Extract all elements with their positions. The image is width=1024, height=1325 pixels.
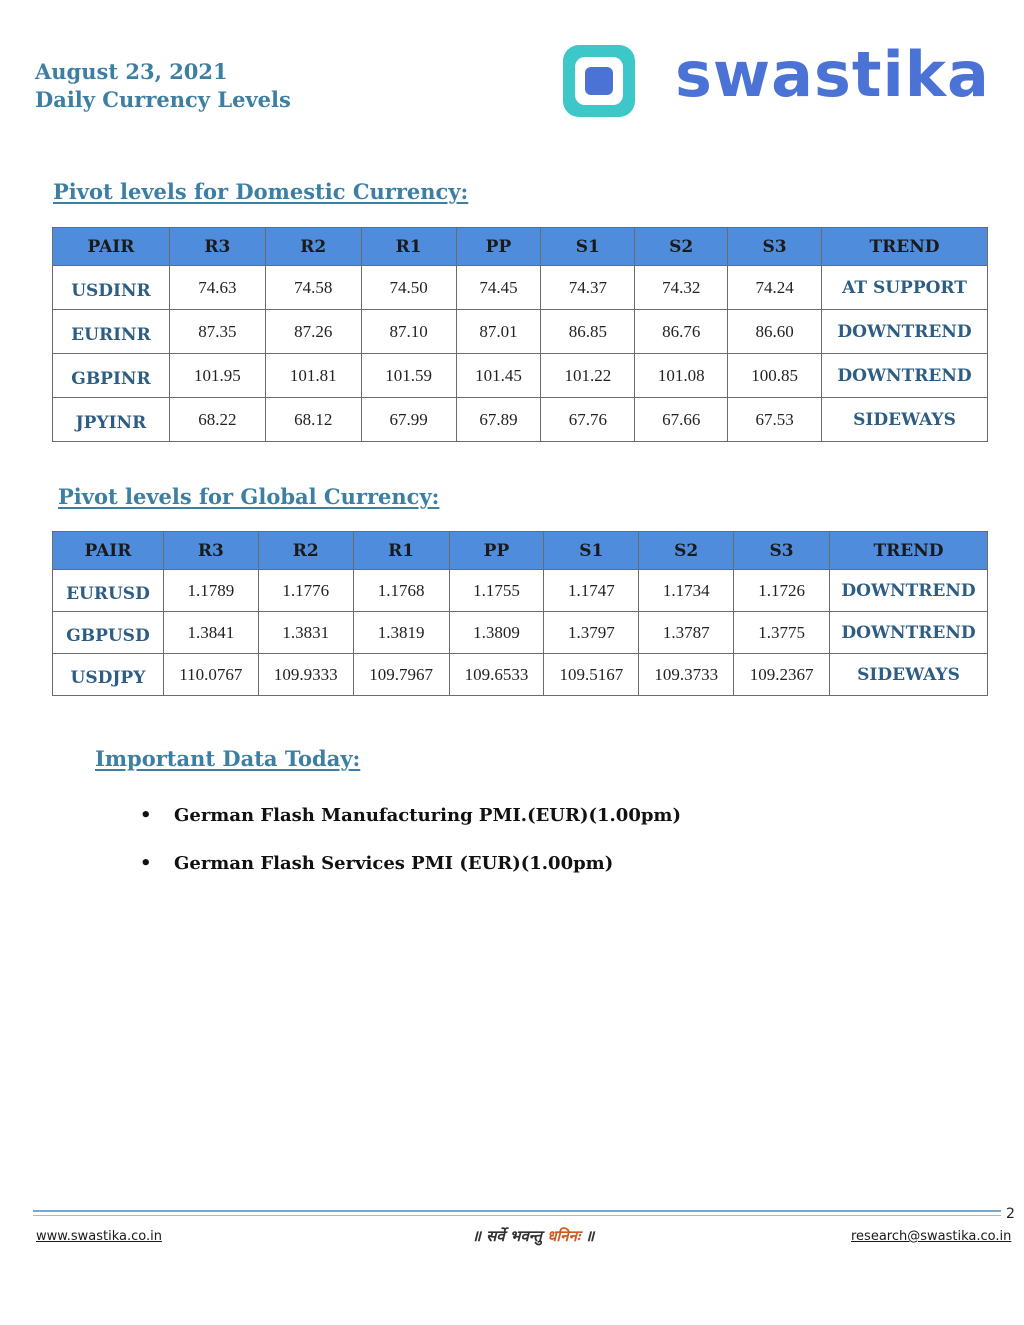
column-header-trend: TREND <box>822 228 988 266</box>
table-row <box>53 654 988 696</box>
swastika-logo <box>560 40 1000 120</box>
level-cell: 1.3831 <box>258 612 353 654</box>
global-section-title: Pivot levels for Global Currency: <box>58 484 440 509</box>
level-cell: 1.1747 <box>544 570 639 612</box>
level-cell: 67.53 <box>728 398 822 442</box>
report-subtitle: Daily Currency Levels <box>35 87 291 112</box>
level-cell: 101.22 <box>541 354 635 398</box>
logo-wordmark: swastika <box>675 38 990 111</box>
table-row <box>53 354 988 398</box>
table-row <box>53 266 988 310</box>
level-cell: 68.22 <box>169 398 265 442</box>
column-header-r1: R1 <box>361 228 456 266</box>
domestic-header-row <box>53 228 988 266</box>
pair-cell: USDJPY <box>53 654 164 696</box>
bullet-icon: • <box>140 853 152 874</box>
level-cell: 109.3733 <box>639 654 734 696</box>
level-cell: 109.7967 <box>353 654 449 696</box>
table-row <box>53 612 988 654</box>
pair-cell: EURINR <box>53 310 170 354</box>
global-header-row <box>53 532 988 570</box>
level-cell: 1.3775 <box>734 612 830 654</box>
level-cell: 87.26 <box>265 310 361 354</box>
trend-cell: DOWNTREND <box>830 570 988 612</box>
trend-cell: DOWNTREND <box>830 612 988 654</box>
table-row <box>53 570 988 612</box>
level-cell: 67.89 <box>456 398 541 442</box>
level-cell: 1.1776 <box>258 570 353 612</box>
level-cell: 1.3797 <box>544 612 639 654</box>
level-cell: 87.01 <box>456 310 541 354</box>
email-link[interactable]: research@swastika.co.in <box>851 1229 1012 1244</box>
domestic-section-title: Pivot levels for Domestic Currency: <box>53 179 469 204</box>
level-cell: 1.3841 <box>163 612 258 654</box>
level-cell: 1.1768 <box>353 570 449 612</box>
level-cell: 74.50 <box>361 266 456 310</box>
trend-cell: DOWNTREND <box>822 310 988 354</box>
column-header-s1: S1 <box>541 228 635 266</box>
level-cell: 74.63 <box>169 266 265 310</box>
trend-cell: SIDEWAYS <box>822 398 988 442</box>
column-header-s2: S2 <box>639 532 734 570</box>
column-header-pp: PP <box>456 228 541 266</box>
pair-cell: EURUSD <box>53 570 164 612</box>
level-cell: 110.0767 <box>163 654 258 696</box>
level-cell: 1.3787 <box>639 612 734 654</box>
table-row <box>53 398 988 442</box>
level-cell: 86.85 <box>541 310 635 354</box>
level-cell: 68.12 <box>265 398 361 442</box>
report-date: August 23, 2021 <box>35 59 228 84</box>
report-header <box>35 58 291 114</box>
level-cell: 1.1734 <box>639 570 734 612</box>
column-header-s3: S3 <box>728 228 822 266</box>
column-header-r1: R1 <box>353 532 449 570</box>
level-cell: 87.35 <box>169 310 265 354</box>
trend-cell: AT SUPPORT <box>822 266 988 310</box>
important-data-list <box>140 800 681 896</box>
pair-cell: GBPINR <box>53 354 170 398</box>
level-cell: 67.66 <box>635 398 728 442</box>
pair-cell: JPYINR <box>53 398 170 442</box>
level-cell: 101.81 <box>265 354 361 398</box>
footer-motto: ॥ सर्वे भवन्तु धनिनः ॥ <box>472 1227 595 1245</box>
level-cell: 67.99 <box>361 398 456 442</box>
column-header-r2: R2 <box>265 228 361 266</box>
list-item: • German Flash Services PMI (EUR)(1.00pm) <box>140 848 681 896</box>
column-header-r3: R3 <box>163 532 258 570</box>
website-link[interactable]: www.swastika.co.in <box>36 1229 162 1244</box>
bullet-icon: • <box>140 805 152 826</box>
column-header-s2: S2 <box>635 228 728 266</box>
important-data-title: Important Data Today: <box>95 746 361 771</box>
pair-cell: GBPUSD <box>53 612 164 654</box>
domestic-pivot-table <box>52 227 988 442</box>
level-cell: 74.45 <box>456 266 541 310</box>
level-cell: 1.1726 <box>734 570 830 612</box>
level-cell: 109.2367 <box>734 654 830 696</box>
column-header-r3: R3 <box>169 228 265 266</box>
level-cell: 109.5167 <box>544 654 639 696</box>
trend-cell: SIDEWAYS <box>830 654 988 696</box>
level-cell: 74.24 <box>728 266 822 310</box>
level-cell: 101.08 <box>635 354 728 398</box>
page-number: 2 <box>1006 1206 1015 1222</box>
table-row <box>53 310 988 354</box>
column-header-pair: PAIR <box>53 228 170 266</box>
list-item: • German Flash Manufacturing PMI.(EUR)(1.00pm) <box>140 800 681 848</box>
level-cell: 101.95 <box>169 354 265 398</box>
level-cell: 86.60 <box>728 310 822 354</box>
level-cell: 1.1755 <box>449 570 544 612</box>
pair-cell: USDINR <box>53 266 170 310</box>
global-table-body <box>53 570 988 696</box>
global-pivot-table <box>52 531 988 696</box>
level-cell: 74.37 <box>541 266 635 310</box>
column-header-s1: S1 <box>544 532 639 570</box>
level-cell: 67.76 <box>541 398 635 442</box>
level-cell: 101.45 <box>456 354 541 398</box>
column-header-pp: PP <box>449 532 544 570</box>
level-cell: 1.3809 <box>449 612 544 654</box>
column-header-r2: R2 <box>258 532 353 570</box>
column-header-pair: PAIR <box>53 532 164 570</box>
level-cell: 1.1789 <box>163 570 258 612</box>
level-cell: 100.85 <box>728 354 822 398</box>
domestic-table-body <box>53 266 988 442</box>
logo-mark-icon <box>563 45 635 117</box>
column-header-trend: TREND <box>830 532 988 570</box>
level-cell: 74.32 <box>635 266 728 310</box>
level-cell: 101.59 <box>361 354 456 398</box>
level-cell: 109.9333 <box>258 654 353 696</box>
level-cell: 74.58 <box>265 266 361 310</box>
level-cell: 1.3819 <box>353 612 449 654</box>
footer-divider <box>33 1210 1001 1212</box>
column-header-s3: S3 <box>734 532 830 570</box>
level-cell: 87.10 <box>361 310 456 354</box>
level-cell: 109.6533 <box>449 654 544 696</box>
footer-divider-thin <box>33 1215 1001 1216</box>
level-cell: 86.76 <box>635 310 728 354</box>
trend-cell: DOWNTREND <box>822 354 988 398</box>
